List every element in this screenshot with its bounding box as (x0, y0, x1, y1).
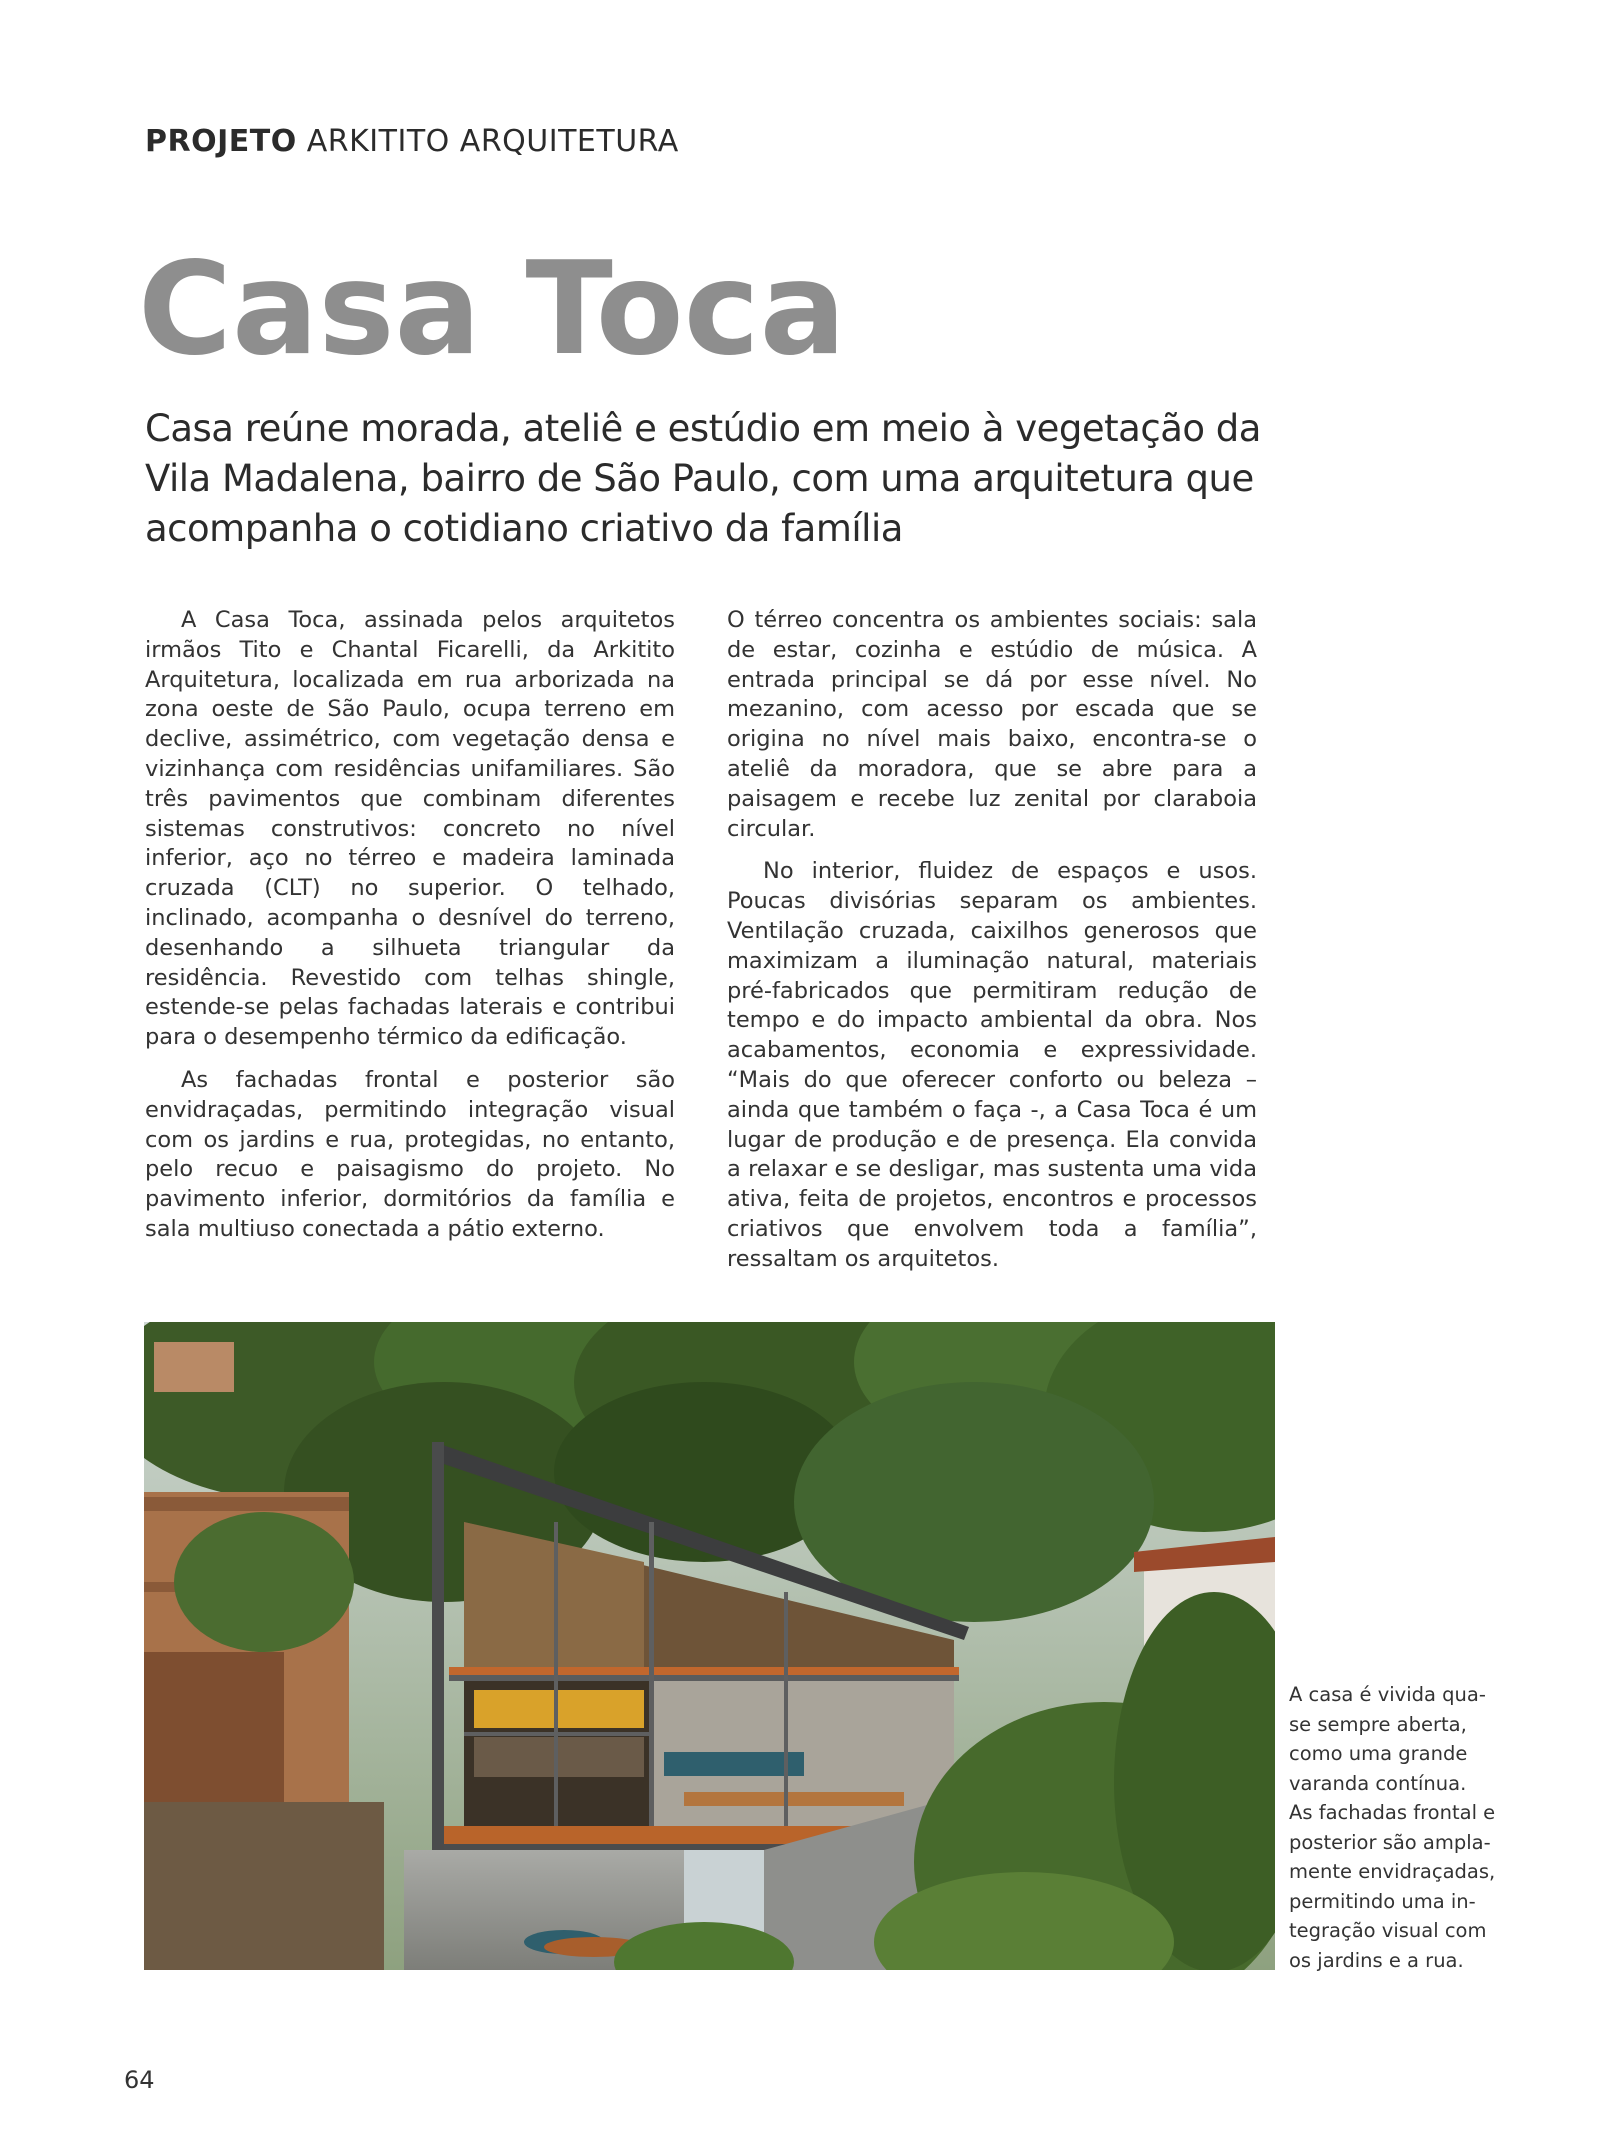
article-lead: Casa reúne morada, ateliê e estúdio em meio à vegetação da Vila Madalena, bairro de São Paulo, com uma arquitetura que acompanha o cotidiano criativo da família (145, 407, 1261, 550)
page-header (145, 124, 679, 159)
body-paragraph-1: A Casa Toca, assinada pelos arquitetos irmãos Tito e Chantal Ficarelli, da Arkitito Arquitetura, localizada em rua arborizada na zona oeste de São Paulo, ocupa terreno em declive, assimétrico, com vegetação densa e vizinhança com residências unifamiliares. São três pavimentos que combinam diferentes sistemas construtivos: concreto no nível inferior, aço no térreo e madeira laminada cruzada (CLT) no superior. O telhado, inclinado, acompanha o desnível do terreno, desenhando a silhueta triangular da residência. Revestido com telhas shingle, estende-se pelas fachadas laterais e contribui para o desempenho térmico da edificação. (145, 607, 675, 1051)
body-paragraph-4: No interior, fluidez de espaços e usos. Poucas divisórias separam os ambientes. Ventilação cruzada, caixilhos generosos que maximizam a iluminação natural, materiais pré-fabricados que permitiram redução de tempo e do impacto ambiental da obra. Nos acabamentos, economia e expressividade. “Mais do que oferecer conforto ou beleza – ainda que também o faça -, a Casa Toca é um lugar de produção e de presença. Ela convida a relaxar e se desligar, mas sustenta uma vida ativa, feita de projetos, encontros e processos criativos que envolvem toda a família”, ressaltam os arquitetos. (727, 858, 1257, 1272)
caption-line: A casa é vivida qua- (1289, 1683, 1486, 1706)
text-column-left (145, 606, 675, 1258)
body-paragraph-3: O térreo concentra os ambientes sociais: sala de estar, cozinha e estúdio de música. A entrada principal se dá por esse nível. No mezanino, com acesso por escada que se origina no nível mais baixo, encontra-se o ateliê da moradora, que se abre para a paisagem e recebe luz zenital por claraboia circular. (727, 607, 1257, 842)
section-label: PROJETO (145, 124, 297, 159)
caption-line: mente envidraçadas, (1289, 1860, 1496, 1883)
body-paragraph-2: As fachadas frontal e posterior são envidraçadas, permitindo integração visual com os jardins e rua, protegidas, no entanto, pelo recuo e paisagismo do projeto. No pavimento inferior, dormitórios da família e sala multiuso conectada a pátio externo. (145, 1066, 675, 1242)
caption-line: varanda contínua. (1289, 1771, 1467, 1795)
caption-line: se sempre aberta, (1289, 1712, 1467, 1736)
caption-line: como uma grande (1289, 1742, 1468, 1765)
caption-line: os jardins e a rua. (1289, 1948, 1464, 1972)
caption-line: tegração visual com (1289, 1919, 1487, 1942)
house-photo (144, 1322, 1275, 1970)
page-number: 64 (124, 2066, 155, 2094)
photo-caption (1289, 1680, 1509, 1975)
article-title: Casa Toca (138, 235, 846, 384)
caption-line: posterior são ampla- (1289, 1830, 1491, 1854)
caption-line: As fachadas frontal e (1289, 1801, 1496, 1824)
caption-line: permitindo uma in- (1289, 1889, 1476, 1913)
firm-name: ARKITITO ARQUITETURA (306, 124, 679, 159)
text-column-right (727, 606, 1257, 1288)
